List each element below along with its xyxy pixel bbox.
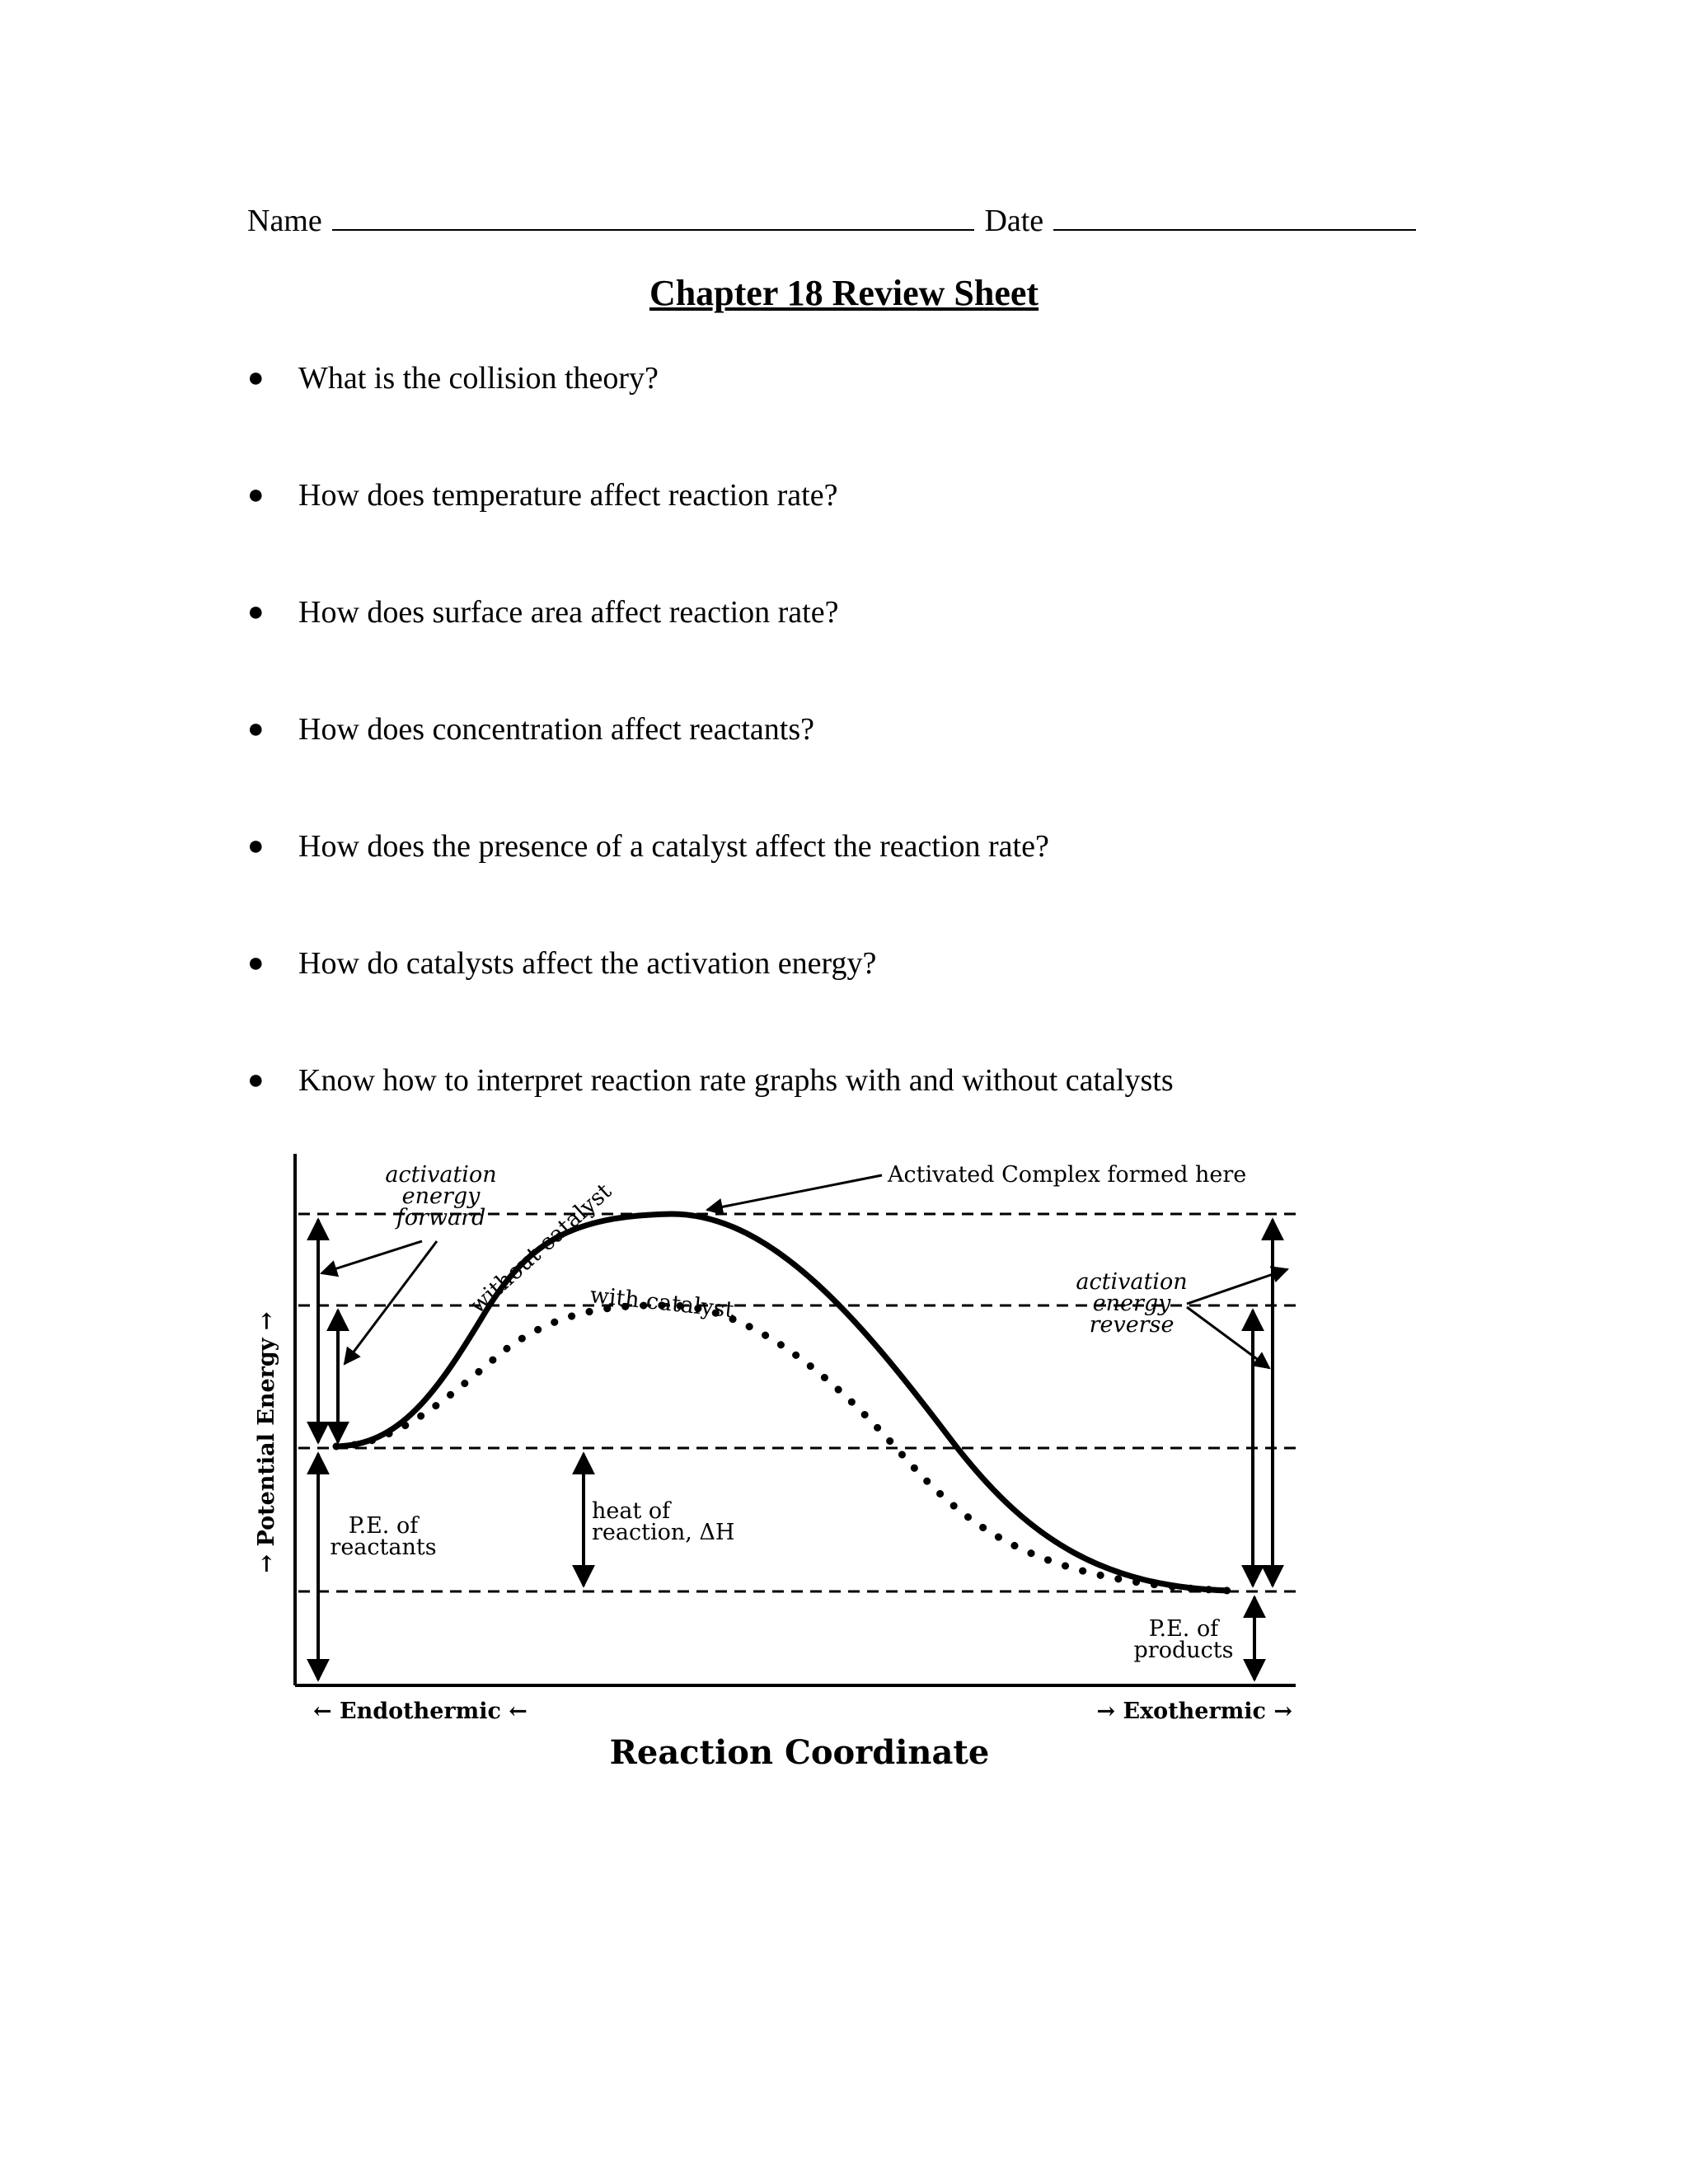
activation-reverse-label-2: energy	[1092, 1291, 1171, 1316]
name-label: Name	[247, 204, 322, 238]
endothermic-label: ← Endothermic ←	[313, 1699, 528, 1724]
exothermic-label: → Exothermic →	[1096, 1699, 1292, 1724]
bullet-icon: ●	[247, 597, 265, 627]
y-axis-title: → Potential Energy →	[254, 1311, 279, 1573]
bullet-icon: ●	[247, 363, 265, 393]
heat-of-reaction-label-2: reaction, ΔH	[592, 1520, 735, 1545]
question-item: ● What is the collision theory?	[247, 361, 659, 396]
heat-of-reaction-label-1: heat of	[592, 1498, 671, 1524]
pe-products-label-2: products	[1133, 1638, 1234, 1663]
forward-pointer-1	[321, 1241, 422, 1273]
page-title: Chapter 18 Review Sheet	[649, 273, 1039, 313]
question-item: ● How do catalysts affect the activation energy?	[247, 946, 877, 981]
question-item: ● How does temperature affect reaction rate?	[247, 478, 838, 513]
date-field[interactable]	[1053, 198, 1416, 231]
question-list	[247, 359, 1174, 1179]
reverse-pointer-2	[1187, 1307, 1269, 1368]
forward-pointer-2	[345, 1241, 437, 1364]
bullet-icon: ●	[247, 948, 265, 978]
question-item: ● How does the presence of a catalyst affect the reaction rate?	[247, 829, 1049, 864]
activation-reverse-label-1: activation	[1076, 1269, 1188, 1295]
without-catalyst-label: without catalyst	[464, 1179, 617, 1319]
x-axis-title: Reaction Coordinate	[609, 1733, 990, 1772]
pe-products-label-1: P.E. of	[1148, 1616, 1219, 1642]
question-item: ● How does concentration affect reactants?	[247, 712, 814, 747]
date-label: Date	[984, 204, 1044, 238]
question-item: ● Know how to interpret reaction rate graphs with and without catalysts	[247, 1063, 1174, 1098]
bullet-icon: ●	[247, 480, 265, 510]
activation-reverse-label-3: reverse	[1089, 1312, 1175, 1338]
bullet-icon: ●	[247, 831, 265, 861]
complex-pointer	[707, 1175, 882, 1210]
activation-forward-label-1: activation	[385, 1162, 497, 1188]
energy-diagram	[239, 1146, 1311, 1788]
name-date-line	[247, 198, 1426, 239]
activation-forward-label-3: forward	[396, 1205, 486, 1230]
activation-forward-label-2: energy	[401, 1183, 481, 1209]
with-catalyst-label: with catalyst	[588, 1282, 735, 1324]
name-field[interactable]	[332, 198, 975, 231]
question-item: ● How does surface area affect reaction rate?	[247, 595, 839, 630]
bullet-icon: ●	[247, 1065, 265, 1095]
pe-reactants-label-1: P.E. of	[348, 1513, 419, 1539]
pe-reactants-label-2: reactants	[330, 1535, 437, 1560]
activated-complex-label: Activated Complex formed here	[888, 1162, 1247, 1188]
bullet-icon: ●	[247, 714, 265, 744]
